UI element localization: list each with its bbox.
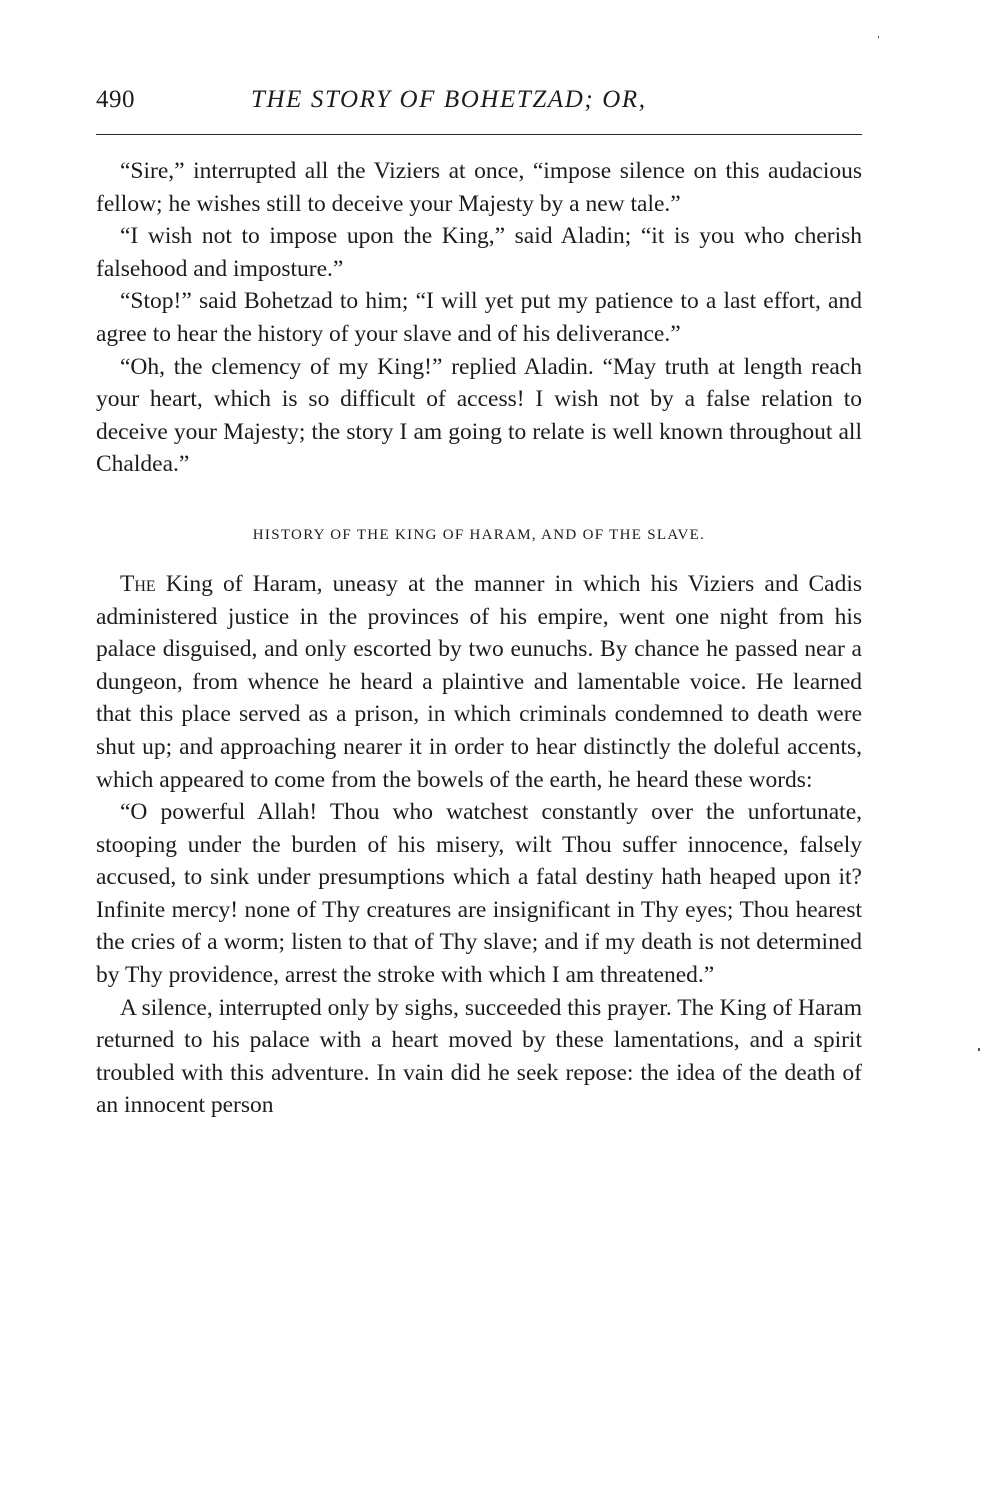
- running-title: THE STORY OF BOHETZAD; OR,: [251, 86, 647, 113]
- paragraph: [96, 568, 862, 796]
- ink-speck: [878, 36, 879, 38]
- paragraph: “O powerful Allah! Thou who watchest constantly over the unfortunate, stooping under the burden of his misery, wilt Thou suffer innocence, falsely accused, to sink under presumptions which a fatal destiny hath heaped upon it? Infinite mercy! none of Thy creatures are insignificant in Thy eyes; Thou hearest the cries of a worm; listen to that of Thy slave; and if my death is not determined by Thy providence, arrest the stroke with which I am threatened.”: [96, 799, 862, 989]
- paragraph: “Stop!” said Bohetzad to him; “I will yet put my patience to a last effort, and agree to hear the history of your slave and of his deliverance.”: [96, 288, 862, 347]
- opening-word: The: [120, 570, 156, 597]
- book-page: [96, 84, 862, 1122]
- running-head: [96, 84, 862, 124]
- section-heading: HISTORY OF THE KING OF HARAM, AND OF THE SLAVE.: [252, 526, 706, 543]
- paragraph: “Sire,” interrupted all the Viziers at once, “impose silence on this audacious fellow; he wishes still to deceive your Majesty by a new tale.”: [96, 158, 862, 217]
- ink-speck: [978, 1048, 980, 1051]
- header-rule: [96, 134, 862, 135]
- page-number: 490: [96, 86, 135, 113]
- paragraph: A silence, interrupted only by sighs, succeeded this prayer. The King of Haram returned to his palace with a heart moved by these lamentations, and a spirit troubled with this adventure. In vain did he seek repose: the idea of the death of an innocent person: [96, 994, 862, 1119]
- paragraph: “Oh, the clemency of my King!” replied Aladin. “May truth at length reach your heart, which is so difficult of access! I wish not by a false relation to deceive your Majesty; the story I am going to relate is well known throughout all Chaldea.”: [96, 353, 862, 478]
- dialogue-text: [96, 155, 862, 481]
- opening-paragraph-text: King of Haram, uneasy at the manner in which his Viziers and Cadis administered justice in the provinces of his empire, went one night from his palace disguised, and only escorted by two eunuchs. By chance he passed near a dungeon, from whence he heard a plaintive and lamentable voice. He learned that this place served as a prison, in which criminals condemned to death were shut up; and approaching nearer it in order to hear distinctly the doleful accents, which appeared to come from the bowels of the earth, he heard these words:: [96, 570, 862, 793]
- paragraph: “I wish not to impose upon the King,” said Aladin; “it is you who cherish falsehood and imposture.”: [96, 223, 862, 282]
- section-body: [96, 568, 862, 1122]
